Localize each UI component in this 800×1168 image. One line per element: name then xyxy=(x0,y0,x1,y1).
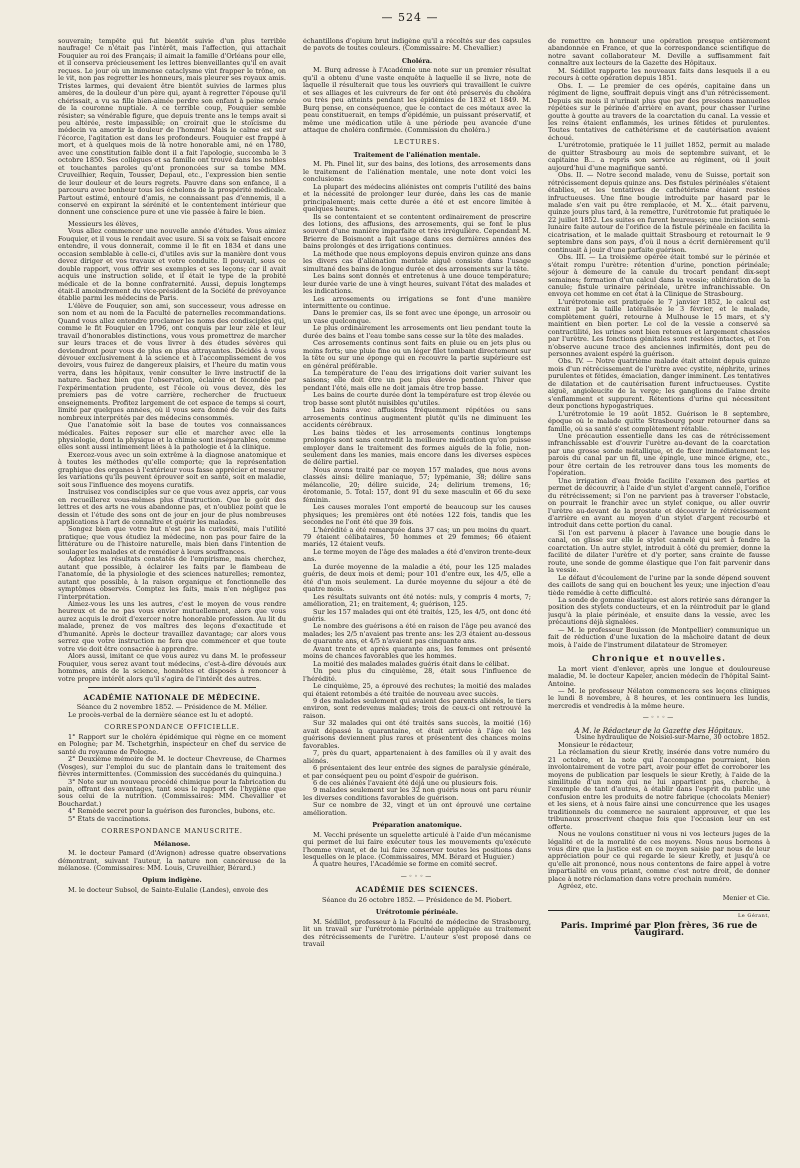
paragraph: La mort vient d'enlever, après une longue et douloureuse maladie, M. le docteur Kapeler, ancien médecin de l'hôpital Saint-Antoine. xyxy=(548,664,770,688)
paragraph: 3° Note sur un nouveau procédé chimique pour la fabrication du pain, offrant des avantages, tant sous le rapport de l'hygiène que sous celui de la nutrition. (Commissaires: MM. Chevallier et Bouchardat.) xyxy=(58,777,286,808)
topic-title: Mélanose. xyxy=(153,839,191,848)
topic-title: Opium indigène. xyxy=(142,876,202,885)
paragraph: Alors aussi, imitant ce que vous aurez vu dans M. le professeur Fouquier, vous serez avant tout médecins, c'est-à-dire dévoués aux hommes, amis de la science, honnêtes et disposés à renoncer à votre propre intérêt alors qu'il s'agira de l'intérêt des autres. xyxy=(58,652,286,683)
paragraph: Sur 32 malades qui ont été traités sans succès, la moitié (16) avait dépassé la quarantaine, et était arrivée à l'âge où les guérisons deviennent plus rares et présentent des chances moins favorables. xyxy=(303,719,531,750)
paragraph: La méthode que nous employons depuis environ quinze ans dans les divers cas d'aliénation mentale aiguë consiste dans l'usage simultané des bains de longue durée et des arrosements sur la tête. xyxy=(303,249,531,273)
paragraph: Le procès-verbal de la dernière séance est lu et adopté. xyxy=(68,710,254,719)
gerant-label: Le Gérant, xyxy=(737,913,770,920)
paragraph: Obs. I. — Le premier de ces opérés, capitaine dans un régiment de ligne, souffrait depuis vingt ans d'un rétrécissement. Depuis six mois il n'urinait plus que par des pressions manuelles répétées sur le périnée d'arrière en avant, pour chasser l'urine goutte à goutte au travers de la coarctation du canal. La vessie et les reins étaient enflammés, les urines fétides et purulentes. Toutes tentatives de cathétérisme et de cautérisation avaient échoué. xyxy=(548,81,770,142)
section-title-academy-medicine: ACADÉMIE NATIONALE DE MÉDECINE. xyxy=(83,692,261,702)
page-number: — 524 — xyxy=(381,10,439,24)
paragraph: Le nombre des guérisons a été en raison de l'âge peu avancé des malades; les 2/5 n'avaient pas trente ans: les 2/3 étaient au-dessous de quarante ans, et 4/5 n'avaient pas cinquante ans. xyxy=(303,622,531,646)
topic-title: Urétrotomie périnéale. xyxy=(375,908,459,917)
letter-salutation: A M. le Rédacteur de la Gazette des Hôpitaux. xyxy=(574,725,744,735)
paragraph: Obs. IV. — Notre quatrième malade était atteint depuis quinze mois d'un rétrécissement de l'urètre avec cystite, néphrite, urines purulentes et fétides, émaciation, danger imminent. Les tentatives de dilatation et de cautérisation furent infructueuses. Cystite aiguë, angioleucite de la verge; les ganglions de l'aine droite s'enflamment et suppurent. Rétentions d'urine qui nécessitent deux ponctions hypogastriques. xyxy=(548,357,770,411)
paragraph: Les résultats suivants ont été notés: nuls, y compris 4 morts, 7; amélioration, 21; en traitement, 4; guérison, 125. xyxy=(303,592,531,609)
paragraph: Obs. III. — La troisième opérée était tombé sur le périnée et s'était rompu l'urètre: rétention d'urine, ponction périnéale; séjour à demeure de la canule du trocart pendant dix-sept semaines; formation d'un calcul dans la vessie; oblitération de la canule; fistule urinaire périnéale, urètre infranchissable. On envoya cet homme en cet état à la Clinique de Strasbourg. xyxy=(548,253,770,299)
paragraph: Les bains de courte durée dont la température est trop élevée ou trop basse sont plutôt nuisibles qu'utiles. xyxy=(303,391,531,407)
paragraph: Songez bien que votre but n'est pas la curiosité, mais l'utilité pratique; que vous étudiez la médecine, non pas pour faire de la littérature ou de l'histoire naturelle, mais bien dans l'intention de soulager les malades et de remédier à leurs souffrances. xyxy=(58,525,286,556)
subsection-title: LECTURES. xyxy=(393,138,441,147)
paragraph: Que l'anatomie soit la base de toutes vos connaissances médicales. Faites reposer sur elle et marcher avec elle la physiologie, dont la physique et la chimie sont inséparables, comme elles sont aussi intimement liées à la pathologie et à la clinique. xyxy=(58,421,286,452)
paragraph: de remettre en honneur une opération presque entièrement abandonnée en France, et que la correspondance scientifique de notre savant collaborateur M. Deville a suffisamment fait connaître aux lecteurs de la Gazette des Hôpitaux. xyxy=(548,38,770,68)
printer-imprint: Paris. Imprimé par Plon frères, 36 rue de Vaugirard. xyxy=(560,920,758,939)
paragraph: Les arrosements ou irrigations se font d'une manière intermittente ou continue. xyxy=(303,294,531,310)
paragraph: La température de l'eau des irrigations doit varier suivant les saisons; elle doit être un peu plus élevée pendant l'hiver que pendant l'été, mais elle ne doit jamais être trop basse. xyxy=(303,369,531,392)
paragraph: La sonde de gomme élastique est alors retirée sans déranger la position des stylets conducteurs, et en la réintroduit par le gland jusqu'à la plaie périnéale, et ensuite dans la vessie, avec les précautions déjà signalées. xyxy=(548,595,770,627)
page-header xyxy=(58,6,762,28)
section-title-chronique: Chronique et nouvelles. xyxy=(591,653,727,664)
subsection-title: CORRESPONDANCE OFFICIELLE. xyxy=(104,723,240,732)
paragraph: Les causes morales l'ont emporté de beaucoup sur les causes physiques; les premières ont été notées 122 fois, tandis que les secondes ne l'ont été que 39 fois. xyxy=(303,503,531,527)
paragraph: M. Ph. Pinel lit, sur des bains, des lotions, des arrosements dans le traitement de l'aliénation mentale, une note dont voici les conclusions: xyxy=(303,160,531,184)
paragraph: M. le docteur Subsol, de Sainte-Eulalie (Landes), envoie des xyxy=(68,885,269,894)
paragraph: Sur ce nombre de 32, vingt et un ont éprouvé une certaine amélioration. xyxy=(303,801,531,817)
letter-signature: Menier et Cie. xyxy=(722,893,770,902)
paragraph: 6 de ces aliénés l'avaient été déjà une ou plusieurs fois. xyxy=(313,778,498,787)
paragraph: 2° Deuxième mémoire de M. le docteur Chevreuse, de Charmes (Vosges), sur l'emploi du suc de plantain dans le traitement des fièvres intermittentes. (Commission des succédanés du quinquina.) xyxy=(58,755,286,779)
paragraph: Ils se contentaient et se contentent ordinairement de prescrire des lotions, des affusions, des arrosements, qui se font le plus souvent d'une manière imparfaite et très irrégulière. Cependant M. Brierre de Boismont a fait usage dans ces dernières années des bains prolongés et des irrigations continues. xyxy=(303,212,531,251)
paragraph: Une précaution essentielle dans les cas de rétrécissement infranchissable est d'ouvrir l'urètre au-devant de la coarctation par une grosse sonde métallique, et de fixer immédiatement les parois du canal par un fil, une épingle, une mince érigne, etc., pour être certain de les retrouver dans tous les moments de l'opération. xyxy=(548,432,770,478)
column-2 xyxy=(303,38,531,1156)
ornament-divider: —◦◦◦— xyxy=(642,714,676,722)
paragraph: Le cinquième, 25, a éprouvé des rechutes; la moitié des malades qui étaient retombés a été traitée de nouveau avec succès. xyxy=(303,682,531,698)
paragraph: Les bains avec affusions fréquemment répétées ou sans arrosements continus augmentent plutôt qu'ils ne diminuent les accidents cérébraux. xyxy=(303,406,531,430)
paragraph: La durée moyenne de la maladie a été, pour les 125 malades guéris, de deux mois et demi; pour 101 d'entre eux, les 4/5, elle a été d'un mois seulement. La durée moyenne du séjour a été de quatre mois. xyxy=(303,562,531,594)
paragraph: Les bains sont donnés et entretenus à une douce température; leur durée varie de une à vingt heures, suivant l'état des malades et les indications. xyxy=(303,272,531,296)
paragraph: Si l'on est parvenu à placer à l'avance une bougie dans le canal, on glisse sur elle le stylet cannelé qui sert à fendre la coarctation. Un autre stylet, introduit à côté du premier, donne la facilité de dilater l'urètre et d'y porter, sans crainte de fausse route, une sonde de gomme élastique que l'on fait parvenir dans la vessie. xyxy=(548,528,770,575)
paragraph: L'urétrotomie est pratiquée le 7 janvier 1852, le calcul est extrait par la taille latéralisée le 3 février, et le malade, complètement guéri, retourne à Mulhouse le 15 mars, et s'y maintient en bien porter. Le col de la vessie a conservé sa contractilité, les urines sont bien retenues et largement chassées par l'urètre. Les fonctions génitales sont restées intactes, et l'on n'observe aucune trace des anciennes infirmités, dont peu de personnes avaient espéré la guérison. xyxy=(548,297,770,359)
paragraph: Un peu plus du cinquième, 28, était sous l'influence de l'hérédité. xyxy=(303,667,531,683)
section-divider xyxy=(88,687,256,688)
paragraph: 4° Remède secret pour la guérison des furoncles, bubons, etc. xyxy=(68,807,276,816)
paragraph: Nous ne voulons constituer ni vous ni vos lecteurs juges de la légalité et de la moralité de ces moyens. Nous nous bornons à vous dire que la justice est en ce moyen saisie par nous de leur appréciation pour ce qui regarde le sieur Kretly, et jusqu'à ce qu'elle ait prononcé, nous nous contentons de faire appel à votre impartialité en vous priant, comme c'est notre droit, de donner place à notre réclamation dans votre prochain numéro. xyxy=(548,830,770,883)
paragraph: L'urétrotomie, pratiquée le 11 juillet 1852, permit au malade de quitter Strasbourg au mois de septembre suivant, et le capitaine B... a repris son service au régiment, où il jouit aujourd'hui d'une magnifique santé. xyxy=(548,141,770,172)
paragraph: Instruisez vos condisciples sur ce que vous avez appris, car vous en recueillerez vous-mêmes plus d'instruction. Que le goût des lettres et des arts ne vous abandonne pas, et n'oubliez point que le dessin et l'étude des sons ont de jour en jour de plus nombreuses applications à l'art de connaître et guérir les malades. xyxy=(58,488,286,526)
letter-close: Agréez, etc. xyxy=(558,882,598,891)
letter-place-date: Usine hydraulique de Noisiel-sur-Marne, 30 octobre 1852. xyxy=(575,733,770,742)
paragraph: Obs. II. — Notre second malade, venu de Suisse, portait son rétrécissement depuis quinze ans. Des fistules périnéales s'étaient établies, et les tentatives de cathétérisme étaient restées infructueuses. Une fine bougie introduite par hasard par le malade s'en vait pu être remplacée, et M. X... était parvenu, quinze jours plus tard, à la remettre, l'urétrotomie fut pratiquée le 22 juillet 1852. Les suites en furent heureuses; une incision semi-lunaire faite autour de l'orifice de la fistule périnéale en facilita la cicatrisation, et le malade quittait Strasbourg et retournait le 9 septembre dans son pays, d'où il nous a écrit dernièrement qu'il continuait à jouir d'une parfaite guérison. xyxy=(548,171,770,254)
paragraph: Le terme moyen de l'âge des malades a été d'environ trente-deux ans. xyxy=(303,547,531,564)
paragraph: 6 présentaient des leur entrée des signes de paralysie générale, et par conséquent peu ou point d'espoir de guérison. xyxy=(303,764,531,780)
letter-dear: Monsieur le rédacteur, xyxy=(558,740,634,749)
paragraph: M. Burq adresse à l'Académie une note sur un premier résultat qu'il a obtenu d'une vaste enquête à laquelle il se livre, note de laquelle il résulterait que tous les ouvriers qui travaillent le cuivre et ses alliages et les cuivreurs de fer ont été préservés du choléra ou très peu atteints pendant les épidémies de 1832 et 1849. M. Burq pense, en conséquence, que le contact de ces métaux avec la peau constituerait, en temps d'épidémie, un puissant préservatif, et même une médication utile à une période peu avancée d'une attaque de choléra confirmée. (Commission du choléra.) xyxy=(303,66,531,134)
paragraph: — M. le professeur Bouisson (de Montpellier) communique un fait de réduction d'une luxation de la mâchoire datant de deux mois, à l'aide de l'instrument dilatateur de Stromeyer. xyxy=(548,625,770,649)
column-3 xyxy=(548,38,770,1156)
paragraph: Le plus ordinairement les arrosements ont lieu pendant toute la durée des bains et l'eau tombe sans cesse sur la tête des malades. xyxy=(303,324,531,340)
paragraph: Vous allez commencer une nouvelle année d'études. Vous aimiez Fouquier, et il vous le rendait avec usure. Si sa voix se faisait encore entendre, il vous donnerait, comme il le fit en 1834 et dans une occasion semblable à celle-ci, d'utiles avis sur la manière dont vous devez diriger et vos travaux et votre conduite. Il pouvait, sous ce double rapport, vous offrir ses exemples et ses leçons; car il avait acquis une instruction solide, et il était le type de la probité médicale et de la bonne confraternité. Aussi, depuis longtemps était-il amoindrement du vice-président de la Société de prévoyance établie parmi les médecins de Paris. xyxy=(58,227,286,303)
paragraph: — M. le professeur Nélaton commencera ses leçons cliniques le lundi 8 novembre, à 8 heures, et les continuera les lundis, mercredis et vendredis à la même heure. xyxy=(548,686,770,710)
paragraph: Messieurs les élèves, xyxy=(68,219,139,228)
paragraph: Aimez-vous les uns les autres, c'est le moyen de vous rendre heureux et de ne pas vous envier mutuellement, alors que vous aurez acquis le droit d'exercer notre honorable profession. Au lit du malade, prenez de vos maîtres des leçons d'exactitude et d'humanité. Après le docteur travaillez davantage; car alors vous serrez que votre instruction ne fera que commencer et que toute votre vie doit être consacrée à apprendre. xyxy=(58,599,286,653)
topic-title: Préparation anatomique. xyxy=(372,821,462,830)
paragraph: M. Sédillot, professeur à la Faculté de médecine de Strasbourg, lit un travail sur l'urétrotomie périnéale appliquée au traitement des rétrécissements de l'urètre. L'auteur s'est proposé dans ce travail xyxy=(303,917,531,949)
paragraph: M. Vecchi présente un squelette articulé à l'aide d'un mécanisme qui permet de lui faire exécuter tous les mouvements qu'exécute l'homme vivant, et de lui faire conserver toutes les positions dans lesquelles on le place. (Commissaires, MM. Bérard et Huguier.) xyxy=(303,830,531,862)
paragraph: échantillons d'opium brut indigène qu'il a récoltés sur des capsules de pavots de toutes couleurs. (Commissaire: M. Chevallier.) xyxy=(303,38,531,53)
paragraph: Ces arrosements continus sont faits en pluie ou en jets plus ou moins forts; une pluie fine ou un léger filet tombant directement sur la tête ou sur une éponge qui en recouvre la partie supérieure est en général préférable. xyxy=(303,339,531,370)
paragraph: Adoptez les résultats constatés de l'empirisme, mais cherchez, autant que possible, à éclairer les faits par le flambeau de l'anatomie, de la physiologie et des sciences naturelles; remontez, autant que possible, à la raison organique et fonctionnelle des symptômes observés. Comptez les faits, mais n'en négligez pas l'interprétation. xyxy=(58,555,286,601)
paragraph: Sur les 157 malades qui ont été traités, 125, les 4/5, ont donc été guéris. xyxy=(303,607,531,623)
topic-title: Choléra. xyxy=(401,56,433,65)
paragraph: L'hérédité a été remarquée dans 37 cas; un peu moins du quart. 79 étaient célibataires, 50 hommes et 29 femmes; 66 étaient mariés, 12 étaient veufs. xyxy=(303,525,531,549)
paragraph: Avant trente et après quarante ans, les femmes ont présenté moins de chances favorables que les hommes. xyxy=(303,644,531,661)
session-line: Séance du 2 novembre 1852. — Présidence de M. Mélier. xyxy=(76,703,268,712)
session-line: Séance du 26 octobre 1852. — Présidence de M. Piobert. xyxy=(321,895,513,904)
paragraph: La plupart des médecins aliénistes ont compris l'utilité des bains et la nécessité de prolonger leur durée, dans les cas de manie principalement; mais cette durée a été et est encore limitée à quelques heures. xyxy=(303,182,531,214)
paragraph: Les bains tièdes et les arrosements continus longtemps prolongés sont sans contredit la meilleure médication qu'on puisse employer dans le traitement des formes aiguës de la folie, non-seulement dans les manies, mais encore dans les diverses espèces de délire partiel. xyxy=(303,428,531,467)
paragraph: L'élève de Fouquier, son ami, son successeur, vous adresse en son nom et au nom de la Faculté de paternelles recommandations. Quand vous allez entendre proclamer les noms des condisciples qui, comme le fit Fouquier en 1796, ont conquis par leur zèle et leur travail d'honorables distinctions, vous vous promettrez de marcher sur leurs traces et de vous livrer à des études sévères qui deviendront pour vous de plus en plus attrayantes. Décidés à vous dévouer exclusivement à la science et à l'accomplissement de vos devoirs, vous fuirez de dangereux plaisirs, et l'heure du matin vous verra, dans les hôpitaux, venir consulter le livre instructif de la nature. Sachez bien que l'observation, éclairée et fécondée par l'expérimentation prudente, est l'école où vous devez, dès les premiers pas de votre carrière, rechercher de fructueux enseignements. Profitez largement de cet espace de temps si court, limité par quelques années, où il vous sera donné de voir des faits nombreux interprétés par des médecins consommés. xyxy=(58,301,286,422)
paragraph: M. Sédillot rapporte les nouveaux faits dans lesquels il a eu recours à cette opération depuis 1851. xyxy=(548,66,770,83)
column-1 xyxy=(58,38,286,1156)
paragraph: A quatre heures, l'Académie se forme en comité secret. xyxy=(313,860,498,869)
paragraph: La moitié des malades malades guéris était dans le célibat. xyxy=(313,659,510,668)
paragraph: 9 malades seulement sur les 32 non guéris nous ont paru réunir les diverses conditions favorables de guérison. xyxy=(303,786,531,802)
paragraph: Dans le premier cas, ils se font avec une éponge, un arrosoir ou un vase quelconque. xyxy=(303,309,531,325)
ornament-divider: —◦◦◦— xyxy=(400,872,434,880)
paragraph: 7, près du quart, appartenaient à des familles où il y avait des aliénés. xyxy=(303,749,531,765)
paragraph: 5° États de vaccinations. xyxy=(68,814,151,823)
subsection-title: CORRESPONDANCE MANUSCRITE. xyxy=(101,827,243,836)
paragraph: 9 des malades seulement qui avaient des parents aliénés, le tiers environ, sont redevenus malades; trois de ceux-ci ont retrouvé la raison. xyxy=(303,696,531,720)
footer-rule xyxy=(548,910,770,911)
section-title-academy-sciences: ACADÉMIE DES SCIENCES. xyxy=(355,885,479,895)
paragraph: L'urétrotomie le 19 août 1852. Guérison le 8 septembre, époque où le malade quitte Strasbourg pour retourner dans sa famille, où sa santé s'est complètement rétablie. xyxy=(548,409,770,433)
paragraph: La réclamation du sieur Kretly, insérée dans votre numéro du 21 octobre, et la note qui l'accompagne pourraient, bien involontairement de votre part, avoir pour effet de corroborer les moyens de publication par lesquels le sieur Kretly, à l'aide de la similitude d'un nom qui ne lui appartient pas, cherche, à l'exemple de tant d'autres, à établir dans l'esprit du public une confusion entre les produits de notre fabrique (chocolats Menier) et les siens, et à nous faire ainsi une concurrence que les usages traditionnels du commerce ne sauraient approuver, et que les tribunaux proscrivent chaque fois que l'occasion leur en est offerte. xyxy=(548,748,770,831)
paragraph: Une irrigation d'eau froide facilite l'examen des parties et permet de découvrir, à l'aide d'un stylet d'argent cannelé, l'orifice du rétrécissement; si l'on ne parvient pas à traverser l'obstacle, on pourrait le franchir avec un stylet conique, ou aller ouvrir l'urètre au-devant de la prostate et découvrir le rétrécissement d'arrière en avant au moyen d'un stylet d'argent recourbé et introduit dans cette portion du canal. xyxy=(548,476,770,530)
paragraph: Nous avons traité par ce moyen 157 malades, que nous avons classés ainsi: délire maniaque, 57; lypémanie, 38; délire sans mélancolie, 20; délire suicide, 24; delirium tremens, 16; érotomanie, 5. Total: 157, dont 91 du sexe masculin et 66 du sexe féminin. xyxy=(303,465,531,504)
paragraph: Le défaut d'écoulement de l'urine par la sonde dépend souvent des caillots de sang qui en bouchent les yeux; une injection d'eau tiède remédie à cette difficulté. xyxy=(548,573,770,597)
paragraph: 1° Rapport sur le choléra épidémique qui règne en ce moment en Pologne; par M. Tschetgrhin, inspecteur en chef du service de santé du royaume de Pologne. xyxy=(58,732,286,756)
topic-title: Traitement de l'aliénation mentale. xyxy=(353,150,481,159)
paragraph: souverain; tempête qui fut bientôt suivie d'un plus terrible naufrage! Ce n'était pas l'intérêt, mais l'affection, qui attachait Fouquier au roi des Français; il aimait la famille d'Orléans pour elle, et il conserva précieusement les lettres bienveillantes qu'il en avait reçues. Le jour où un immense cataclysme vint frapper le trône, on le vit, non pas regretter les honneurs, mais pleurer ses royaux amis. Tristes larmes, qui devaient être bientôt suivies de larmes plus amères, de la douleur d'un père qui, ayant à regretter l'épouse qu'il chérissait, a vu sa fille bien-aimée perdre son enfant à peine ornée de la couronne nuptiale. A ce terrible coup, Fouquier semble résister; sa vénérable figure, que depuis trente ans le temps avait si peu altérée, reste impassible; on croirait que le stoïcisme du médecin va amortir la douleur de l'homme! Mais le calme est sur l'écorce, l'agitation est dans les profondeurs. Fouquier est frappé à mort, et à quelques mois de là notre honorable ami, né en 1780, avec une constitution faible dont il a fait l'apologie, succomba le 3 octobre 1850. Ses collègues et sa famille ont trouvé dans les nobles et touchantes paroles qu'ont prononcées sur sa tombe MM. Cruveilhier, Requin, Tousser, Depaul, etc., l'expression bien sentie de leur douleur et de leurs regrets. Pauvre dans son enfance, il a parcouru avec bonheur tous les échelons de la prospérité médicale. Partout estimé, entouré d'amis, ne connaissant pas d'ennemis, il a conservé en expirant la sérénité et le contentement intérieur que donnent une conscience pure et une vie passée à faire le bien. xyxy=(58,38,286,217)
paragraph: M. le docteur Pamard (d'Avignon) adresse quatre observations démontrant, suivant l'auteur, la nature non cancéreuse de la mélanose. (Commissaires: MM. Louis, Cruveilhier, Bérard.) xyxy=(58,849,286,873)
paragraph: Exercez-vous avec un soin extrême à la diagnose anatomique et à toutes les méthodes qu'elle comporte; que la représentation graphique des organes à l'extérieur vous fasse apprécier et mesurer les variations qu'ils peuvent éprouver soit en santé, soit en maladie, soit sous l'influence des moyens curatifs. xyxy=(58,450,286,489)
